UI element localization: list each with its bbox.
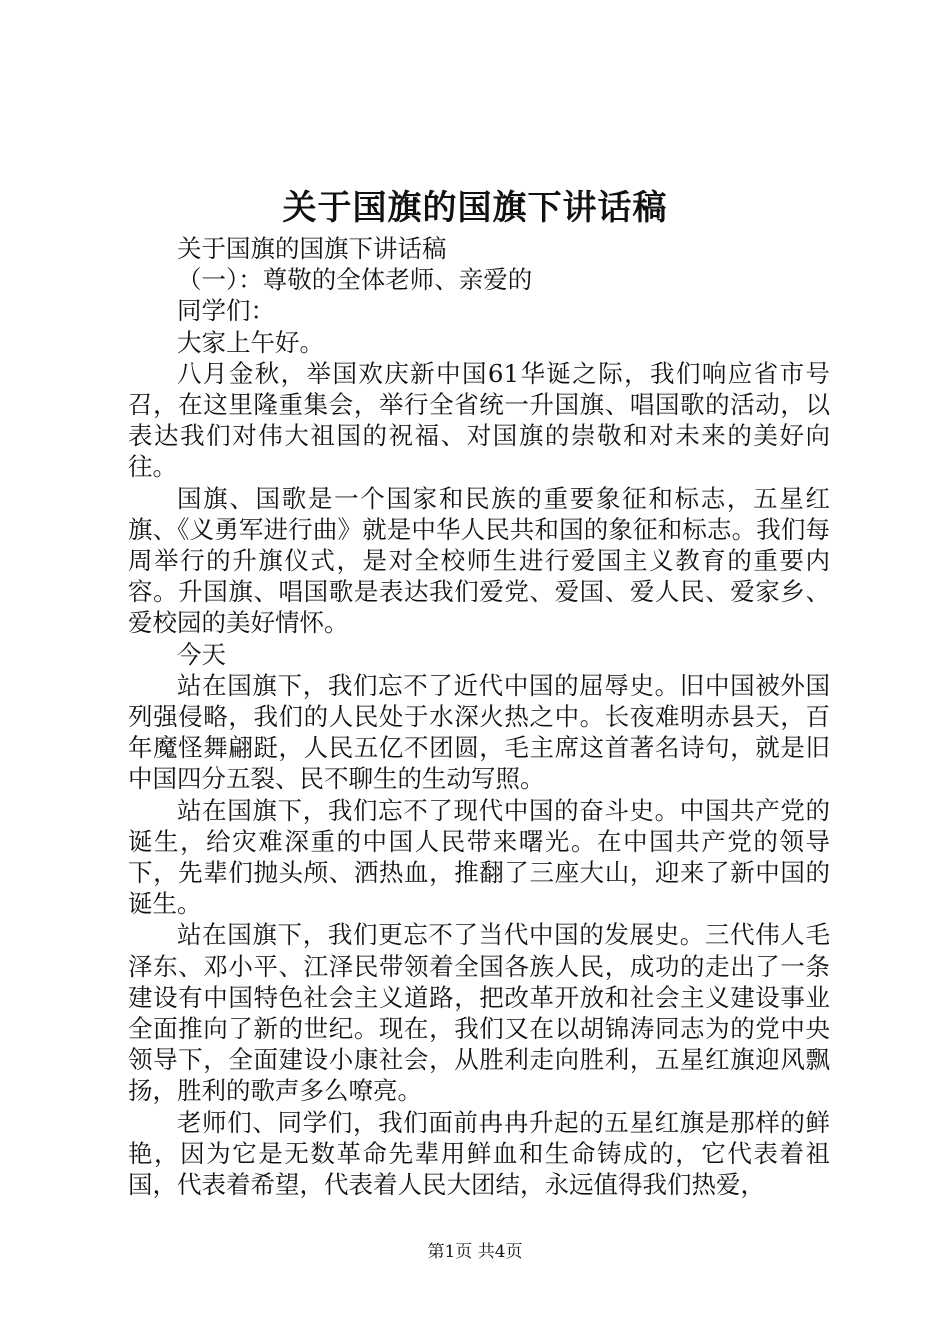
- paragraph: （一）：尊敬的全体老师、亲爱的: [177, 265, 533, 295]
- paragraph: 关于国旗的国旗下讲话稿: [177, 234, 447, 263]
- document-body: [128, 233, 830, 1200]
- paragraph: 今天: [177, 639, 226, 669]
- paragraph: 国旗、国歌是一个国家和民族的重要象征和标志，五星红旗、《义勇军进行曲》就是中华人民共和国的象征和标志。我们每周举行的升旗仪式，是对全校师生进行爱国主义教育的重要内容。升国旗、唱国歌是表达我们爱党、爱国、爱人民、爱家乡、爱校园的美好情怀。: [128, 483, 830, 638]
- document-title: 关于国旗的国旗下讲话稿: [282, 188, 668, 228]
- paragraph: 站在国旗下，我们忘不了近代中国的屈辱史。旧中国被外国列强侵略，我们的人民处于水深火热之中。长夜难明赤县天，百年魔怪舞翩跹，人民五亿不团圆，毛主席这首著名诗句，就是旧中国四分五裂、民不聊生的生动写照。: [128, 670, 830, 794]
- paragraph: 站在国旗下，我们忘不了现代中国的奋斗史。中国共产党的诞生，给灾难深重的中国人民带来曙光。在中国共产党的领导下，先辈们抛头颅、洒热血，推翻了三座大山，迎来了新中国的诞生。: [128, 795, 830, 919]
- paragraph: 八月金秋，举国欢庆新中国61华诞之际，我们响应省市号召，在这里隆重集会，举行全省统一升国旗、唱国歌的活动，以表达我们对伟大祖国的祝福、对国旗的崇敬和对未来的美好向往。: [128, 358, 830, 482]
- paragraph: 同学们：: [177, 296, 275, 326]
- paragraph: 老师们、同学们，我们面前冉冉升起的五星红旗是那样的鲜艳，因为它是无数革命先辈用鲜血和生命铸成的，它代表着祖国，代表着希望，代表着人民大团结，永远值得我们热爱，: [128, 1107, 830, 1200]
- paragraph: 大家上午好。: [177, 327, 324, 357]
- paragraph: 站在国旗下，我们更忘不了当代中国的发展史。三代伟人毛泽东、邓小平、江泽民带领着全国各族人民，成功的走出了一条建设有中国特色社会主义道路，把改革开放和社会主义建设事业全面推向了新的世纪。现在，我们又在以胡锦涛同志为的党中央领导下，全面建设小康社会，从胜利走向胜利，五星红旗迎风飘扬，胜利的歌声多么嘹亮。: [128, 920, 830, 1106]
- page-number-footer: 第1页 共4页: [427, 1242, 523, 1262]
